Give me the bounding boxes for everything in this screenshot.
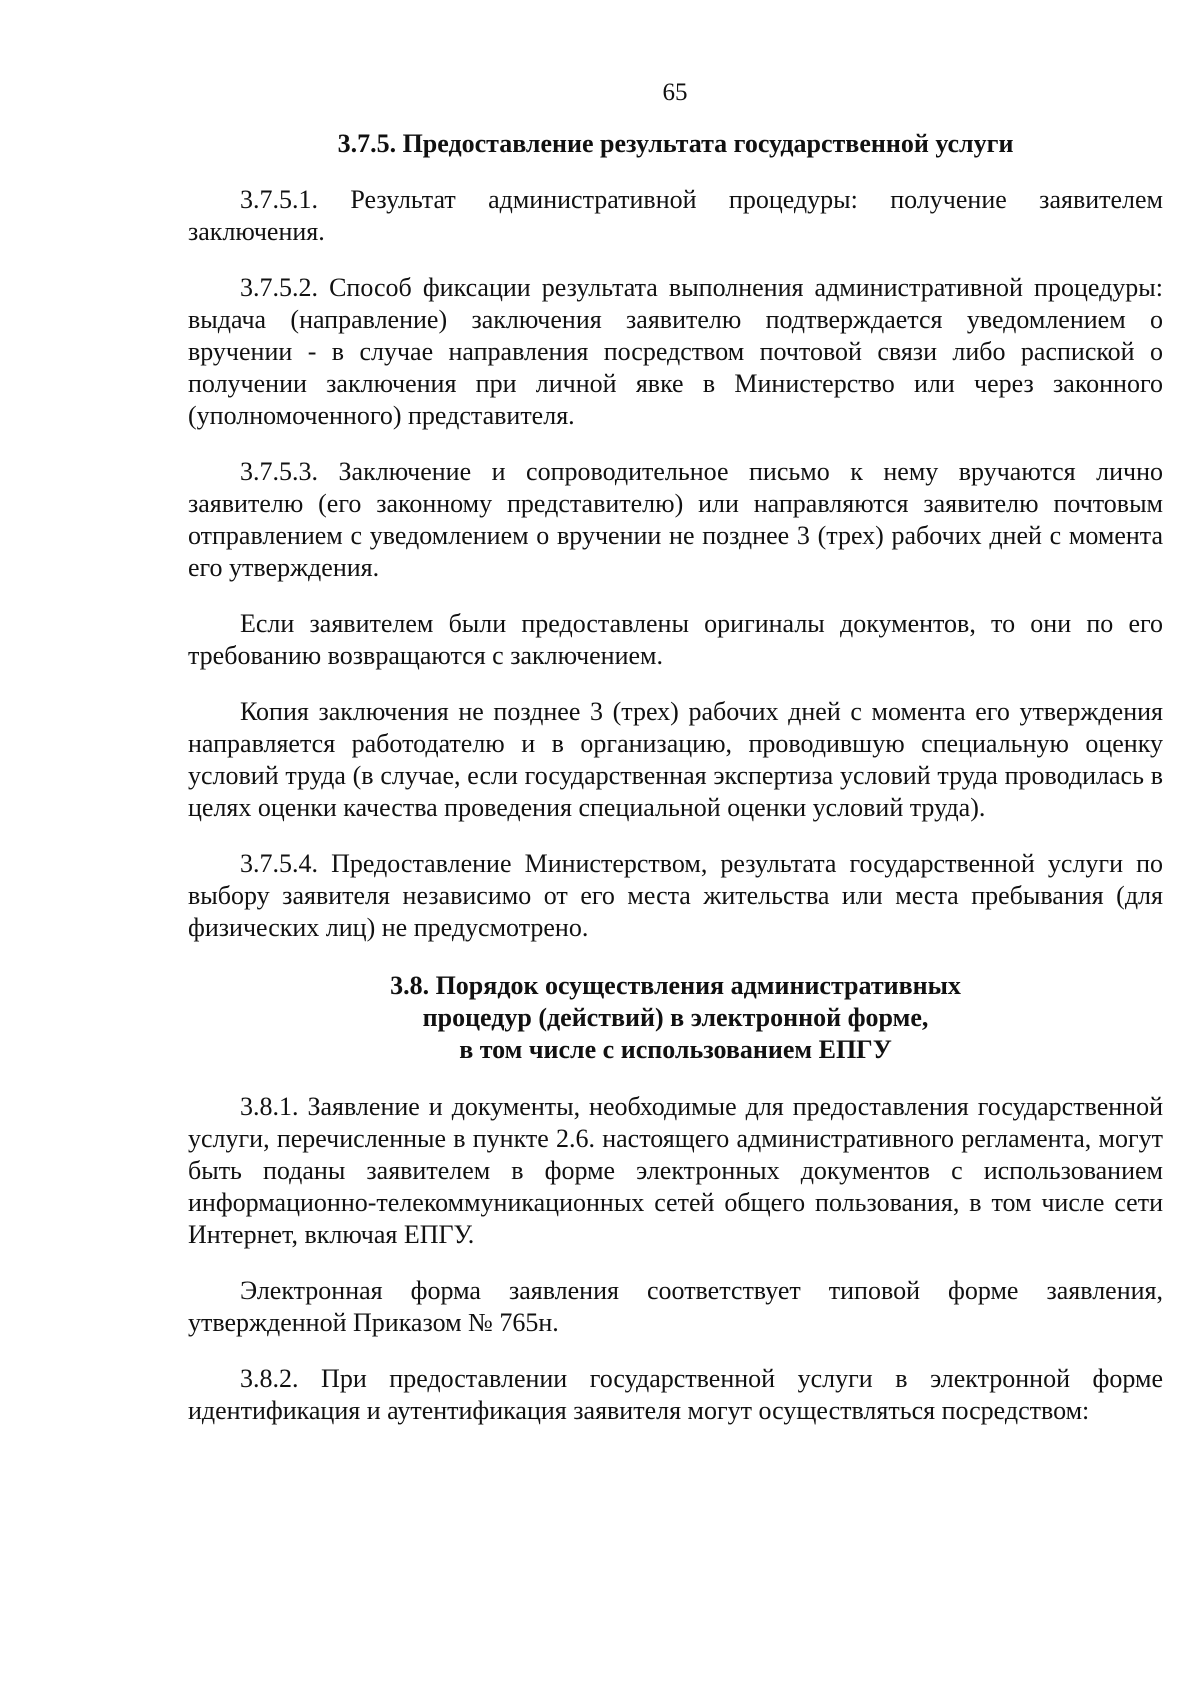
paragraph-3-7-5-1: 3.7.5.1. Результат административной процедуры: получение заявителем заключения. [188, 185, 1163, 246]
section-3-8-heading-line-1: 3.8. Порядок осуществления административных [390, 971, 961, 1000]
paragraph-3-7-5-3: 3.7.5.3. Заключение и сопроводительное письмо к нему вручаются лично заявителю (его законному представителю) или направляются заявителю почтовым отправлением с уведомлением о вручении не позднее 3 (трех) рабочих дней с момента его утверждения. [188, 457, 1163, 582]
page-number: 65 [662, 79, 688, 106]
document-body [188, 128, 1163, 1427]
paragraph-electronic-form: Электронная форма заявления соответствует типовой форме заявления, утвержденной Приказом № 765н. [188, 1276, 1163, 1337]
paragraph-3-7-5-2: 3.7.5.2. Способ фиксации результата выполнения административной процедуры: выдача (направление) заключения заявителю подтверждается уведомлением о вручении - в случае направления посредством почтовой связи либо распиской о получении заключения при личной явке в Министерство или через законного (уполномоченного) представителя. [188, 273, 1163, 430]
paragraph-3-7-5-4: 3.7.5.4. Предоставление Министерством, результата государственной услуги по выбору заявителя независимо от его места жительства или места пребывания (для физических лиц) не предусмотрено. [188, 849, 1163, 942]
section-3-7-5-heading: 3.7.5. Предоставление результата государственной услуги [337, 129, 1014, 158]
paragraph-copy-conclusion: Копия заключения не позднее 3 (трех) рабочих дней с момента его утверждения направляется работодателю и в организацию, проводившую специальную оценку условий труда (в случае, если государственная экспертиза условий труда проводилась в целях оценки качества проведения специальной оценки условий труда). [188, 697, 1163, 822]
paragraph-3-8-1: 3.8.1. Заявление и документы, необходимые для предоставления государственной услуги, перечисленные в пункте 2.6. настоящего административного регламента, могут быть поданы заявителем в форме электронных документов с использованием информационно-телекоммуникационных сетей общего пользования, в том числе сети Интернет, включая ЕПГУ. [188, 1092, 1163, 1249]
paragraph-3-8-2: 3.8.2. При предоставлении государственной услуги в электронной форме идентификация и аутентификация заявителя могут осуществляться посредством: [188, 1364, 1163, 1425]
section-3-8-heading-line-3: в том числе с использованием ЕПГУ [459, 1035, 892, 1064]
paragraph-originals-return: Если заявителем были предоставлены оригиналы документов, то они по его требованию возвращаются с заключением. [188, 609, 1163, 670]
section-3-8-heading [188, 970, 1163, 1066]
section-3-8-heading-line-2: процедур (действий) в электронной форме, [422, 1003, 929, 1032]
